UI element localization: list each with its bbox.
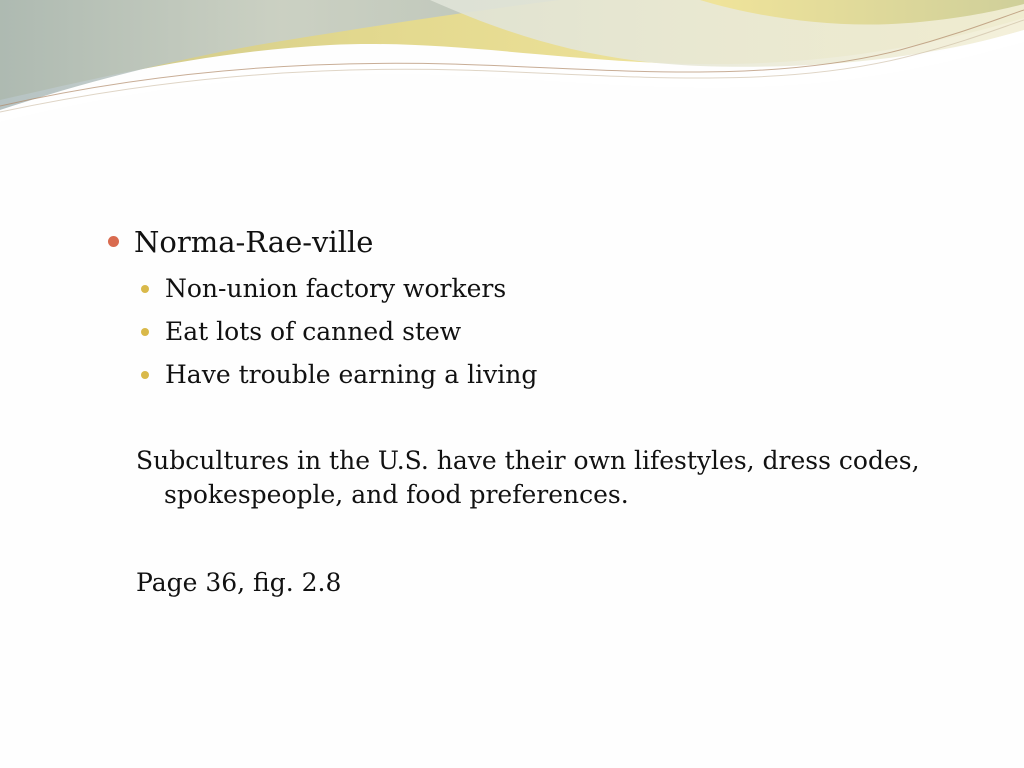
bullet-dot-icon	[108, 236, 119, 247]
main-bullet: Norma-Rae-ville	[134, 225, 374, 259]
sub-bullet: Have trouble earning a living	[165, 360, 538, 389]
sub-bullet: Eat lots of canned stew	[165, 317, 462, 346]
bullet-dot-icon	[141, 371, 149, 379]
bullet-dot-icon	[141, 285, 149, 293]
page-reference: Page 36, fig. 2.8	[136, 568, 342, 597]
subcultures-paragraph: Subcultures in the U.S. have their own lifestyles, dress codes, spokespeople, and food preferences.	[136, 446, 920, 509]
sub-bullet: Non-union factory workers	[165, 274, 507, 303]
bullet-dot-icon	[141, 328, 149, 336]
